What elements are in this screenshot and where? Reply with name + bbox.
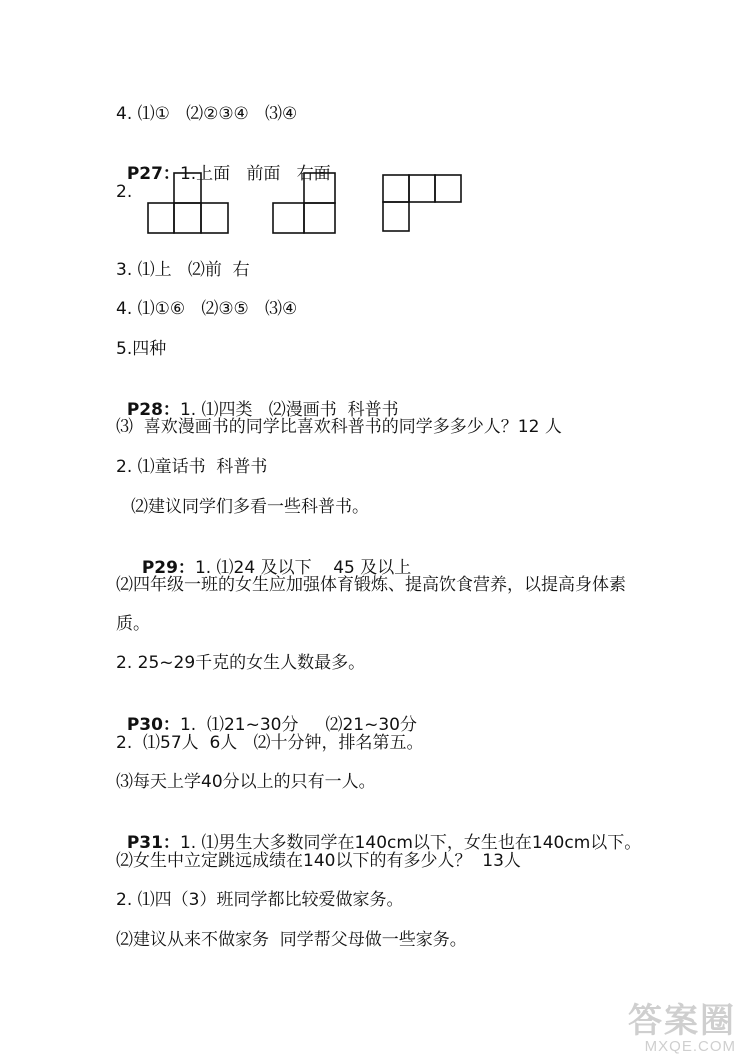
answer-text: 1.上面 前面 右面: [179, 164, 331, 184]
view-figure-top: [147, 172, 229, 234]
watermark-url: MXQE.COM: [644, 1038, 736, 1055]
answer-line: 2. 25~29千克的女生人数最多。: [116, 653, 366, 673]
answer-text: 1. ⑴四类 ⑵漫画书 科普书: [179, 400, 399, 420]
answer-line: [116, 810, 641, 854]
answer-line: ⑵建议从来不做家务 同学帮父母做一些家务。: [116, 930, 467, 950]
answer-line: 5.四种: [116, 339, 167, 359]
answer-line: 2. ⑴四（3）班同学都比较爱做家务。: [116, 890, 404, 910]
answer-line: 2. ⑴童话书 科普书: [116, 457, 268, 477]
page-heading: P31：: [126, 833, 180, 853]
answer-line: ⑵女生中立定跳远成绩在140以下的有多少人？ 13人: [116, 851, 521, 871]
watermark-logo: 答案圈: [628, 1002, 736, 1040]
site-watermark: [628, 1003, 736, 1055]
answer-line: 4. ⑴①⑥ ⑵③⑤ ⑶④: [116, 299, 298, 319]
answer-line: 4. ⑴① ⑵②③④ ⑶④: [116, 104, 298, 124]
answer-line: [131, 535, 411, 579]
page-heading: P28：: [126, 400, 180, 420]
answer-line: 质。: [116, 614, 150, 634]
view-figure-right: [382, 174, 462, 232]
page-heading: P30：: [126, 715, 180, 735]
answer-line: ⑵建议同学们多看一些科普书。: [131, 497, 369, 517]
answer-line: ⑶每天上学40分以上的只有一人。: [116, 772, 376, 792]
answer-line: [116, 692, 417, 736]
answer-text: 1. ⑴24 及以下 45 及以上: [194, 558, 412, 578]
answer-line: 3. ⑴上 ⑵前 右: [116, 260, 250, 280]
answer-line: [116, 377, 399, 421]
answer-line: ⑶ 喜欢漫画书的同学比喜欢科普书的同学多多少人？12 人: [116, 417, 562, 437]
answer-line: 2. ⑴57人 6人 ⑵十分钟，排名第五。: [116, 733, 424, 753]
answer-line: 2.: [116, 182, 133, 202]
page-heading: P27：: [126, 164, 180, 184]
answer-text: 1. ⑴男生大多数同学在140cm以下，女生也在140cm以下。: [179, 833, 642, 853]
view-figure-front: [272, 172, 336, 234]
answer-text: 1. ⑴21~30分 ⑵21~30分: [179, 715, 417, 735]
answer-line: ⑵四年级一班的女生应加强体育锻炼、提高饮食营养，以提高身体素: [116, 575, 626, 595]
page-heading: P29：: [141, 558, 195, 578]
